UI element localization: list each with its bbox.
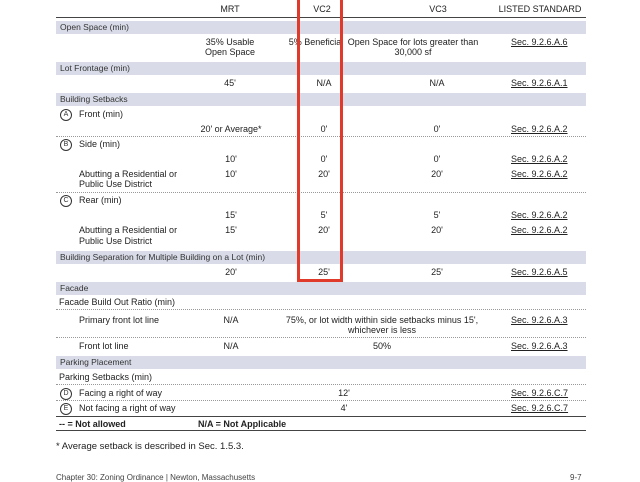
row-label: Abutting a Residential or (79, 169, 178, 179)
legend-not-applicable: N/A = Not Applicable (198, 419, 287, 429)
section-link[interactable]: Sec. 9.2.6.A.2 (511, 225, 568, 235)
cell-vc2: 0' (320, 124, 328, 134)
section-link[interactable]: Sec. 9.2.6.A.6 (511, 37, 568, 47)
cell-vc2: 5% Beneficial (288, 37, 344, 47)
page-footer-left: Chapter 30: Zoning Ordinance | Newton, Massachusetts (56, 473, 256, 482)
cell-vc3: 25' (431, 267, 443, 277)
cell-vc: 12' (338, 388, 350, 398)
cell-mrt: 20' or Average* (200, 124, 262, 134)
marker-d-icon: D (60, 388, 72, 400)
section-link[interactable]: Sec. 9.2.6.A.3 (511, 315, 568, 325)
row-label: Rear (min) (79, 195, 122, 205)
cell-mrt: N/A (223, 315, 239, 325)
row-divider (56, 309, 586, 310)
vc2-highlight-box (297, 0, 343, 282)
section-link[interactable]: Sec. 9.2.6.A.5 (511, 267, 568, 277)
cell-mrt: 15' (225, 210, 237, 220)
marker-e-icon: E (60, 403, 72, 415)
row-divider (56, 384, 586, 385)
cell-mrt: 45' (224, 78, 236, 88)
row-label: Front lot line (79, 341, 129, 351)
section-link[interactable]: Sec. 9.2.6.A.2 (511, 169, 568, 179)
cell-vc3: 0' (433, 154, 441, 164)
cell-vc: whichever is less (347, 325, 417, 335)
legend-divider (56, 416, 586, 417)
cell-vc: 4' (340, 403, 348, 413)
section-link[interactable]: Sec. 9.2.6.A.2 (511, 124, 568, 134)
section-title: Parking Placement (60, 357, 132, 367)
section-link[interactable]: Sec. 9.2.6.A.2 (511, 210, 568, 220)
cell-vc3: 20' (431, 169, 443, 179)
footnote: * Average setback is described in Sec. 1.5.3. (56, 441, 244, 452)
col-header-vc2: VC2 (313, 4, 331, 14)
row-label: Front (min) (79, 109, 124, 119)
cell-vc2: 0' (320, 154, 328, 164)
cell-mrt: 35% Usable (205, 37, 255, 47)
row-label: Public Use District (79, 179, 153, 189)
section-link[interactable]: Sec. 9.2.6.A.1 (511, 78, 568, 88)
cell-vc2: 25' (318, 267, 330, 277)
row-label: Abutting a Residential or (79, 225, 178, 235)
legend-not-allowed: -- = Not allowed (59, 419, 126, 429)
row-label: Public Use District (79, 236, 153, 246)
subsection-title: Parking Setbacks (min) (59, 372, 153, 382)
section-link[interactable]: Sec. 9.2.6.A.2 (511, 154, 568, 164)
section-title: Facade (60, 283, 89, 293)
row-divider (56, 400, 586, 401)
cell-vc3: 0' (433, 124, 441, 134)
cell-mrt: 15' (225, 225, 237, 235)
row-label: Not facing a right of way (79, 403, 176, 413)
cell-vc3: Open Space for lots greater than (347, 37, 479, 47)
cell-vc2: N/A (316, 78, 332, 88)
section-band-facade (56, 282, 586, 295)
section-link[interactable]: Sec. 9.2.6.C.7 (511, 388, 569, 398)
cell-vc3: 30,000 sf (394, 47, 432, 57)
cell-vc2: 20' (318, 225, 330, 235)
section-title: Building Setbacks (60, 94, 128, 104)
cell-vc3: 5' (433, 210, 441, 220)
cell-vc: 75%, or lot width within side setbacks minus 15', (285, 315, 479, 325)
section-title: Building Separation for Multiple Building on a Lot (min) (60, 252, 266, 262)
section-band-parking (56, 356, 586, 369)
cell-mrt: 10' (225, 154, 237, 164)
section-link[interactable]: Sec. 9.2.6.A.3 (511, 341, 568, 351)
marker-b-icon: B (60, 139, 72, 151)
section-link[interactable]: Sec. 9.2.6.C.7 (511, 403, 569, 413)
col-header-mrt: MRT (220, 4, 240, 14)
row-label: Facing a right of way (79, 388, 163, 398)
row-divider (56, 337, 586, 338)
cell-mrt: Open Space (204, 47, 256, 57)
row-label: Side (min) (79, 139, 121, 149)
legend-divider (56, 430, 586, 431)
cell-mrt: N/A (223, 341, 239, 351)
col-header-standard: LISTED STANDARD (498, 4, 582, 14)
marker-c-icon: C (60, 195, 72, 207)
cell-vc3: N/A (429, 78, 445, 88)
row-label: Primary front lot line (79, 315, 160, 325)
marker-a-icon: A (60, 109, 72, 121)
page-footer-right: 9-7 (570, 473, 582, 482)
cell-vc3: 20' (431, 225, 443, 235)
section-title: Open Space (min) (60, 22, 129, 32)
cell-mrt: 20' (225, 267, 237, 277)
subsection-title: Facade Build Out Ratio (min) (59, 297, 176, 307)
cell-vc2: 5' (320, 210, 328, 220)
cell-mrt: 10' (225, 169, 237, 179)
cell-vc2: 20' (318, 169, 330, 179)
col-header-vc3: VC3 (429, 4, 447, 14)
cell-vc: 50% (372, 341, 392, 351)
section-title: Lot Frontage (min) (60, 63, 130, 73)
